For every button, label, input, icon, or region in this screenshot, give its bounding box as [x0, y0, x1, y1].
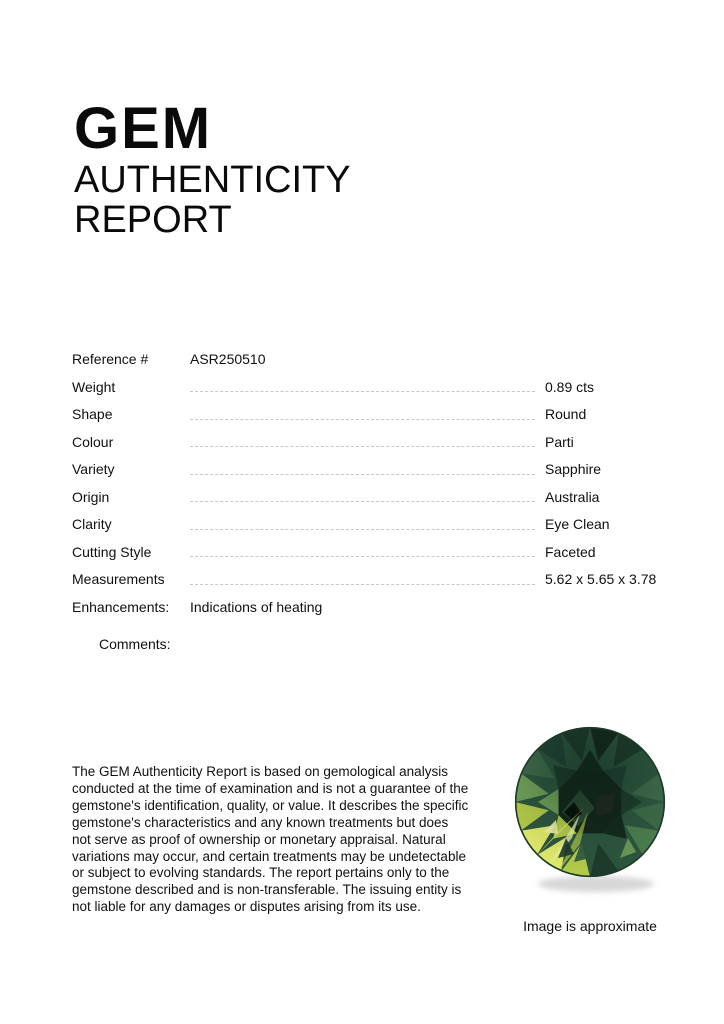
dotted-leader	[190, 419, 535, 420]
field-label-colour: Colour	[72, 433, 114, 450]
field-label-shape: Shape	[72, 406, 113, 422]
dotted-leader	[190, 501, 535, 502]
field-row-cutting-style	[72, 539, 708, 567]
field-label-origin: Origin	[72, 488, 110, 505]
dotted-leader	[190, 391, 535, 392]
brand-title: GEM	[74, 96, 213, 161]
field-value-reference: ASR250510	[190, 351, 266, 367]
field-row-comments	[72, 631, 708, 659]
field-row-shape	[72, 401, 708, 429]
dotted-leader	[190, 556, 535, 557]
field-value-colour: Parti	[545, 433, 574, 450]
field-label-variety: Variety	[72, 461, 115, 477]
field-row-colour	[72, 429, 708, 457]
gemstone-figure	[500, 712, 680, 934]
field-value-measurements: 5.62 x 5.65 x 3.78	[545, 571, 657, 587]
field-row-origin	[72, 484, 708, 512]
gem-shadow	[538, 876, 654, 892]
dotted-leader	[190, 529, 535, 530]
field-label-weight: Weight	[72, 378, 116, 395]
field-value-origin: Australia	[545, 488, 600, 505]
report-subtitle: AUTHENTICITY REPORT	[74, 159, 350, 241]
field-value-enhancements: Indications of heating	[190, 598, 323, 615]
report-header	[74, 96, 414, 241]
field-label-measurements: Measurements	[72, 571, 165, 587]
field-label-reference: Reference #	[72, 351, 149, 367]
field-row-measurements	[72, 566, 708, 594]
gem-details-list	[72, 346, 708, 659]
field-value-variety: Sapphire	[545, 461, 602, 477]
field-value-shape: Round	[545, 406, 587, 422]
field-row-weight	[72, 374, 708, 402]
field-row-reference	[72, 346, 708, 374]
field-label-clarity: Clarity	[72, 516, 112, 532]
gemstone-image	[500, 712, 680, 902]
field-row-enhancements	[72, 594, 708, 622]
field-label-comments: Comments:	[99, 636, 171, 652]
field-value-weight: 0.89 cts	[545, 378, 595, 395]
field-label-enhancements: Enhancements:	[72, 598, 170, 615]
field-row-clarity	[72, 511, 708, 539]
dotted-leader	[190, 446, 535, 447]
dotted-leader	[190, 584, 535, 585]
image-caption: Image is approximate	[523, 918, 657, 934]
field-label-cutting-style: Cutting Style	[72, 543, 152, 560]
field-row-variety	[72, 456, 708, 484]
field-value-clarity: Eye Clean	[545, 516, 610, 532]
field-value-cutting-style: Faceted	[545, 543, 596, 560]
disclaimer-text: The GEM Authenticity Report is based on gemological analysis conducted at the time of examination and is not a guarantee of the gemstone's identification, quality, or value. It describes the specific gemstone's characteristics and any known treatments but does not serve as proof of ownership or monetary appraisal. Natural variations may occur, and certain treatments may be undetectable or subject to evolving standards. The report pertains only to the gemstone described and is non-transferable. The issuing entity is not liable for any damages or disputes arising from its use.	[72, 764, 469, 915]
dotted-leader	[190, 474, 535, 475]
